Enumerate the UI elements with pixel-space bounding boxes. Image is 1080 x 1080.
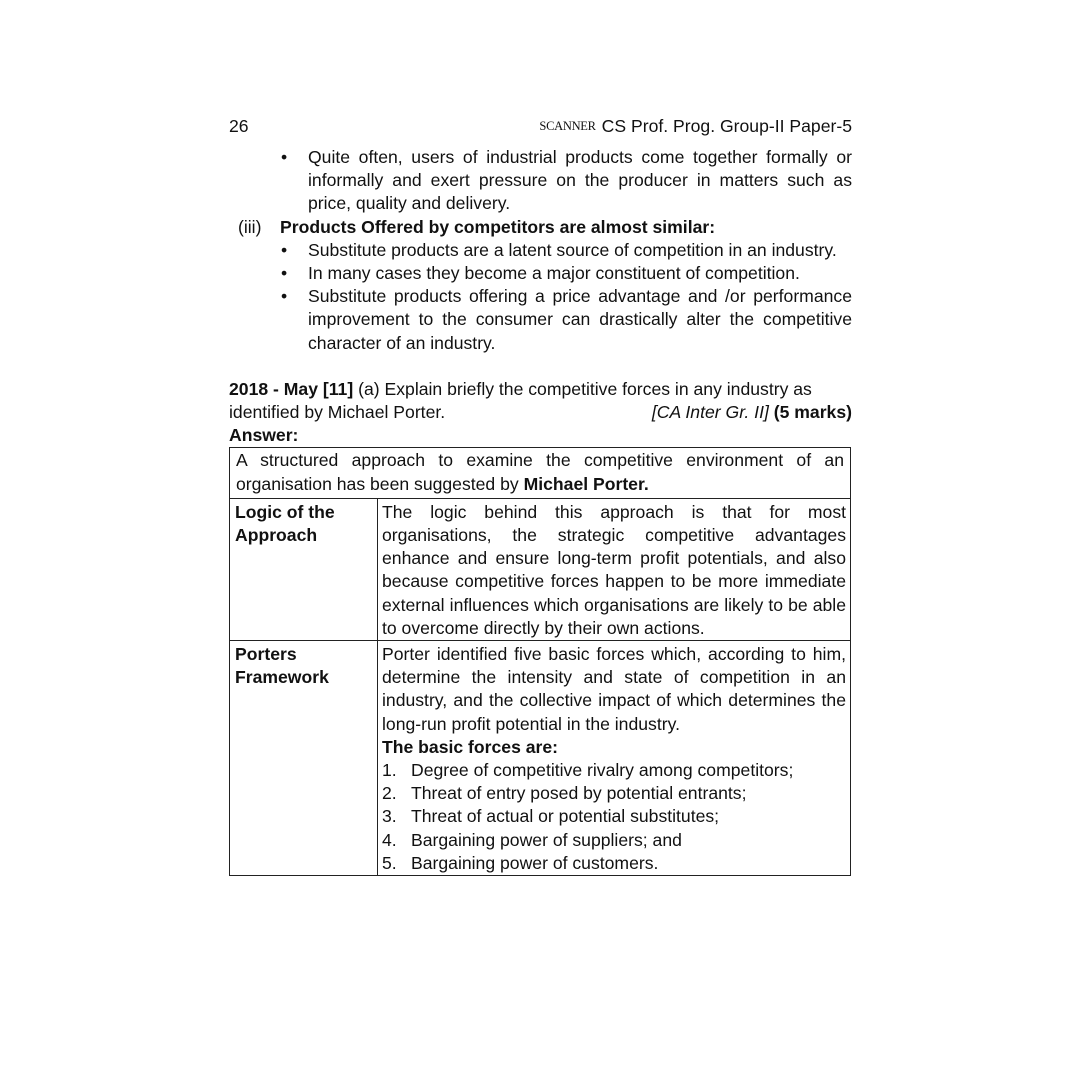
page-content bbox=[229, 115, 852, 876]
table-intro: A structured approach to examine the competitive environment of an organisation has been suggested by Michael Porter. bbox=[230, 448, 850, 498]
table-row bbox=[230, 499, 850, 641]
row-text: The logic behind this approach is that for most organisations, the strategic competitive advantages enhance and ensure long-term profit potentials, and also because competitive forces happen to be more immediate external influences which organisations are likely to be able to overcome directly by their own actions. bbox=[382, 501, 846, 638]
page-header bbox=[229, 115, 852, 143]
table-row bbox=[230, 641, 850, 875]
list-item: 4. Bargaining power of suppliers; and bbox=[382, 829, 682, 850]
row-label: Porters Framework bbox=[230, 641, 378, 875]
list-item: 2. Threat of entry posed by potential entrants; bbox=[382, 783, 747, 804]
question-line bbox=[229, 378, 852, 401]
answer-label: Answer: bbox=[229, 425, 299, 446]
scanner-logo: SCANNER bbox=[539, 119, 596, 133]
bullet-icon: • bbox=[281, 286, 288, 307]
section-title: Products Offered by competitors are almost similar: bbox=[280, 216, 716, 237]
list-item: • Substitute products offering a price advantage and /or performance improvement to the consumer can drastically alter the competitive character of an industry. bbox=[281, 286, 852, 353]
question-meta bbox=[652, 401, 852, 424]
question-line bbox=[229, 401, 852, 424]
question-marks: (5 marks) bbox=[773, 402, 852, 423]
porter-name: Michael Porter. bbox=[523, 473, 649, 494]
question-label: 2018 - May [11] bbox=[229, 378, 354, 399]
list-item: 5. Bargaining power of customers. bbox=[382, 852, 659, 873]
page-number: 26 bbox=[229, 116, 249, 136]
question-text-cont: identified by Michael Porter. bbox=[229, 402, 446, 423]
section-heading bbox=[229, 216, 852, 239]
row-text: Porter identified five basic forces which, according to him, determine the intensity and state of competition in an industry, and the collective impact of which determines the long-run profit potential in the industry. bbox=[382, 644, 846, 734]
list-item: • Substitute products are a latent source of competition in an industry. bbox=[308, 239, 852, 262]
row-content bbox=[378, 641, 850, 875]
list-item: • Quite often, users of industrial products come together formally or informally and exert pressure on the producer in matters such as price, quality and delivery. bbox=[281, 147, 852, 214]
bullet-list bbox=[229, 146, 852, 216]
running-header bbox=[539, 115, 852, 140]
running-title: CS Prof. Prog. Group-II Paper-5 bbox=[601, 116, 852, 136]
bullet-icon: • bbox=[281, 263, 288, 284]
section-numeral: (iii) bbox=[238, 216, 262, 237]
list-item: 3. Threat of actual or potential substitutes; bbox=[382, 806, 720, 827]
bullet-list bbox=[229, 239, 852, 355]
list-item: 1. Degree of competitive rivalry among competitors; bbox=[382, 760, 794, 781]
list-item: • In many cases they become a major constituent of competition. bbox=[308, 262, 852, 285]
bullet-icon: • bbox=[281, 147, 288, 167]
forces-subheading: The basic forces are: bbox=[382, 736, 559, 757]
question-text: (a) Explain briefly the competitive forces in any industry as bbox=[358, 378, 812, 399]
question-source: [CA Inter Gr. II] bbox=[651, 402, 769, 423]
forces-list bbox=[382, 759, 846, 875]
row-label: Logic of the Approach bbox=[230, 499, 378, 640]
bullet-icon: • bbox=[281, 239, 288, 260]
answer-table bbox=[229, 447, 851, 876]
